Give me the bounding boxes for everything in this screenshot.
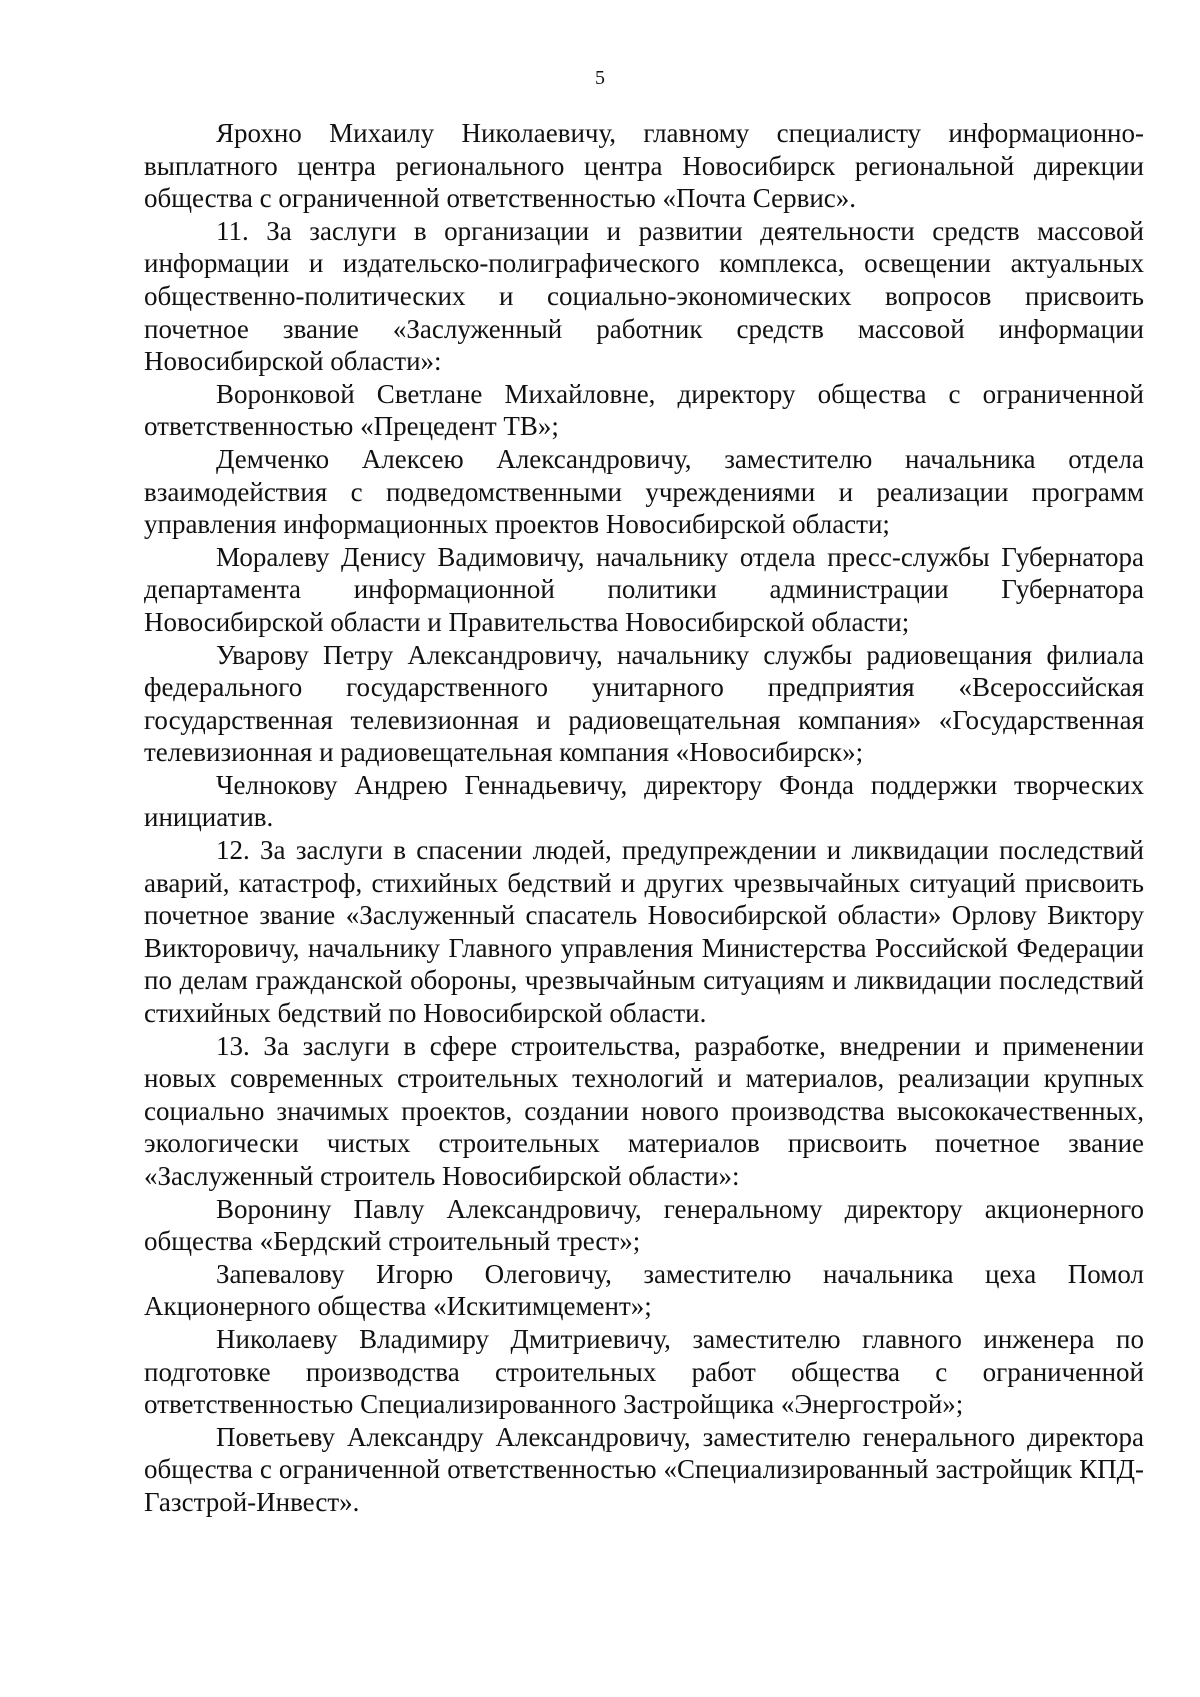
paragraph-item-12: 12. За заслуги в спасении людей, предупреждении и ликвидации последствий аварий, катастроф, стихийных бедствий и других чрезвычайных ситуаций присвоить почетное звание «Заслуженный спасатель Новосибирской области» Орлову Виктору Викторовичу, начальнику Главного управления Министерства Российской Федерации по делам гражданской обороны, чрезвычайным ситуациям и ликвидации последствий стихийных бедствий по Новосибирской области. [144,835,1144,1029]
paragraph-yarokhno: Ярохно Михаилу Николаевичу, главному специалисту информационно-выплатного центра регионального центра Новосибирск региональной дирекции общества с ограниченной ответственностью «Почта Сервис». [144,118,1144,214]
paragraph-item-13: 13. За заслуги в сфере строительства, разработке, внедрении и применении новых современных строительных технологий и материалов, реализации крупных социально значимых проектов, создании нового производства высококачественных, экологически чистых строительных материалов присвоить почетное звание «Заслуженный строитель Новосибирской области»: [144,1030,1144,1191]
paragraph-povetev: Поветьеву Александру Александровичу, заместителю генерального директора общества с ограниченной ответственностью «Специализированный застройщик КПД-Газстрой-Инвест». [144,1421,1144,1517]
document-body [144,117,1144,1519]
paragraph-uvarov: Уварову Петру Александровичу, начальнику службы радиовещания филиала федерального государственного унитарного предприятия «Всероссийская государственная телевизионная и радиовещательная компания» «Государственная телевизионная и радиовещательная компания «Новосибирск»; [144,639,1144,768]
paragraph-demchenko: Демченко Алексею Александровичу, заместителю начальника отдела взаимодействия с подведомственными учреждениями и реализации программ управления информационных проектов Новосибирской области; [144,443,1144,540]
paragraph-item-11: 11. За заслуги в организации и развитии деятельности средств массовой информации и издательско-полиграфического комплекса, освещении актуальных общественно-политических и социально-экономических вопросов присвоить почетное звание «Заслуженный работник средств массовой информации Новосибирской области»: [144,215,1144,377]
paragraph-chelnokov: Челнокову Андрею Геннадьевичу, директору Фонда поддержки творческих инициатив. [144,769,1144,833]
paragraph-zapevalov: Запевалову Игорю Олеговичу, заместителю начальника цеха Помол Акционерного общества «Искитимцемент»; [144,1258,1144,1322]
paragraph-voronin: Воронину Павлу Александровичу, генеральному директору акционерного общества «Бердский строительный трест»; [144,1193,1144,1257]
paragraph-nikolaev: Николаеву Владимиру Дмитриевичу, заместителю главного инженера по подготовке производства строительных работ общества с ограниченной ответственностью Специализированного Застройщика «Энергострой»; [144,1323,1144,1420]
paragraph-moralev: Моралеву Денису Вадимовичу, начальнику отдела пресс-службы Губернатора департамента информационной политики администрации Губернатора Новосибирской области и Правительства Новосибирской области; [144,541,1144,637]
paragraph-voronkova: Воронковой Светлане Михайловне, директору общества с ограниченной ответственностью «Прецедент ТВ»; [144,378,1144,442]
page-number: 5 [595,67,605,89]
